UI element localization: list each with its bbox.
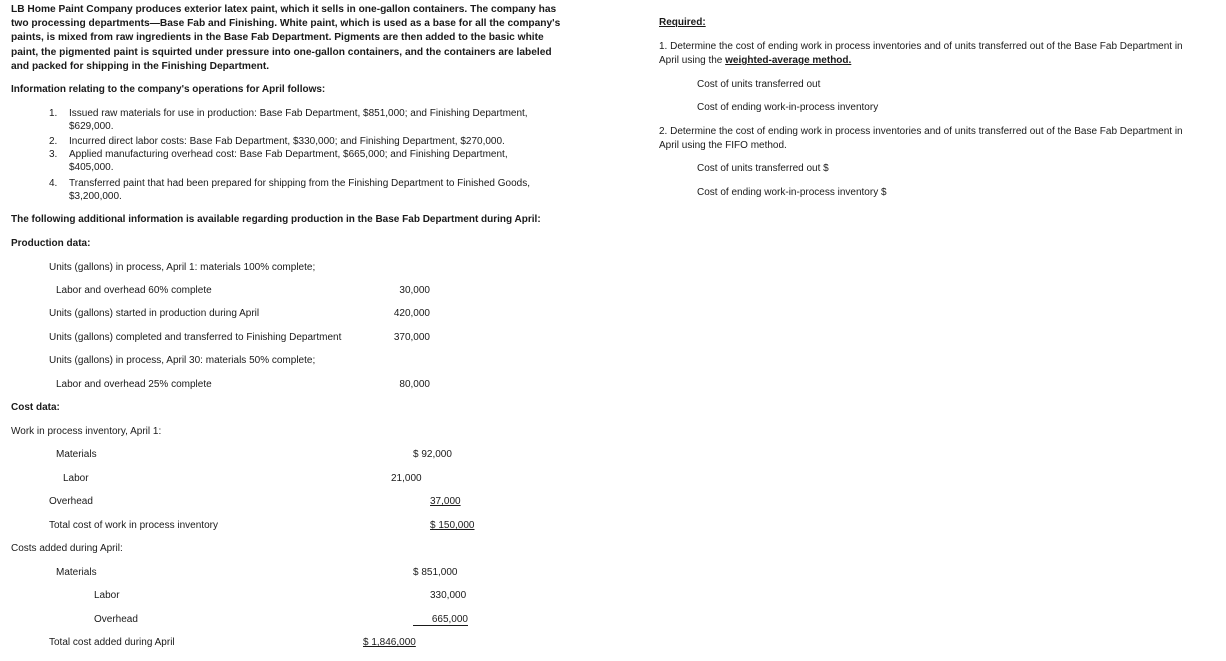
list-number: 3.: [49, 149, 58, 160]
added-heading: Costs added during April:: [11, 543, 123, 554]
production-label: Units (gallons) started in production during April: [49, 308, 260, 319]
list-text: $3,200,000.: [69, 190, 122, 202]
added-label: Overhead: [94, 614, 138, 625]
list-number: 4.: [49, 178, 58, 189]
operations-list: [49, 108, 589, 218]
production-label: Units (gallons) in process, April 1: materials 100% complete;: [49, 262, 316, 273]
added-value: $ 851,000: [413, 567, 458, 578]
wip-label: Labor: [63, 473, 89, 484]
intro-line: paint, the pigmented paint is squirted under pressure into one-gallon containers, and the containers are labeled: [11, 46, 552, 58]
intro-line: paints, is mixed from raw ingredients in the Base Fab Department. Pigments are then added to the basic white: [11, 32, 544, 44]
production-label: Units (gallons) completed and transferred to Finishing Department: [49, 332, 342, 343]
q1-method: weighted-average method.: [725, 55, 852, 66]
intro-line: and packed for shipping in the Finishing Department.: [11, 60, 270, 72]
wip-value: $ 92,000: [413, 449, 452, 460]
cost-heading: Cost data:: [11, 402, 60, 413]
added-value: 665,000: [413, 614, 468, 626]
q2-line: April using the FIFO method.: [659, 140, 787, 151]
wip-total-value: $ 150,000: [430, 520, 475, 531]
q1-line: [659, 55, 851, 66]
production-value: 420,000: [393, 308, 430, 319]
required-title: Required:: [659, 17, 706, 28]
list-text: Incurred direct labor costs: Base Fab Department, $330,000; and Finishing Department, $270,000.: [69, 136, 505, 147]
q1-item: Cost of units transferred out: [697, 79, 821, 90]
added-label: Labor: [94, 590, 120, 601]
added-label: Materials: [56, 567, 97, 578]
q1-line: 1. Determine the cost of ending work in process inventories and of units transferred out of the Base Fab Department in: [659, 41, 1183, 52]
wip-value: 37,000: [430, 496, 461, 507]
intro-line: two processing departments—Base Fab and Finishing. White paint, which is used as a base for all the company's: [11, 18, 561, 30]
production-label: Labor and overhead 25% complete: [56, 379, 212, 390]
list-text: $405,000.: [69, 161, 114, 173]
added-label: Total cost added during April: [49, 637, 175, 648]
wip-value: 21,000: [391, 473, 422, 484]
list-text: $629,000.: [69, 120, 114, 132]
wip-label: Overhead: [49, 496, 93, 507]
production-value: 80,000: [399, 379, 430, 390]
q1-item: Cost of ending work-in-process inventory: [697, 102, 879, 113]
production-heading: Production data:: [11, 238, 91, 249]
wip-label: Materials: [56, 449, 97, 460]
q1-line-prefix: April using the: [659, 55, 726, 66]
operations-heading: Information relating to the company's operations for April follows:: [11, 84, 326, 95]
added-total-value: $ 1,846,000: [363, 637, 416, 648]
q2-item: Cost of units transferred out $: [697, 163, 829, 174]
production-value: 370,000: [393, 332, 430, 343]
intro-paragraph: [11, 3, 591, 74]
q2-line: 2. Determine the cost of ending work in process inventories and of units transferred out of the Base Fab Department in: [659, 126, 1183, 137]
production-label: Units (gallons) in process, April 30: materials 50% complete;: [49, 355, 316, 366]
production-value: 30,000: [399, 285, 430, 296]
list-text: Applied manufacturing overhead cost: Base Fab Department, $665,000; and Finishing Department,: [69, 149, 508, 160]
added-value: 330,000: [430, 590, 467, 601]
production-label: Labor and overhead 60% complete: [56, 285, 212, 296]
wip-label: Total cost of work in process inventory: [49, 520, 218, 531]
q2-item: Cost of ending work-in-process inventory $: [697, 187, 887, 198]
wip-heading: Work in process inventory, April 1:: [11, 426, 162, 437]
list-number: 2.: [49, 136, 58, 147]
additional-info-heading: The following additional information is available regarding production in the Base Fab Department during April:: [11, 214, 541, 225]
list-text: Transferred paint that had been prepared for shipping from the Finishing Department to Finished Goods,: [69, 178, 531, 189]
intro-line: LB Home Paint Company produces exterior latex paint, which it sells in one-gallon containers. The company has: [11, 4, 557, 15]
list-number: 1.: [49, 108, 58, 119]
list-text: Issued raw materials for use in production: Base Fab Department, $851,000; and Finishing Department,: [69, 108, 528, 119]
